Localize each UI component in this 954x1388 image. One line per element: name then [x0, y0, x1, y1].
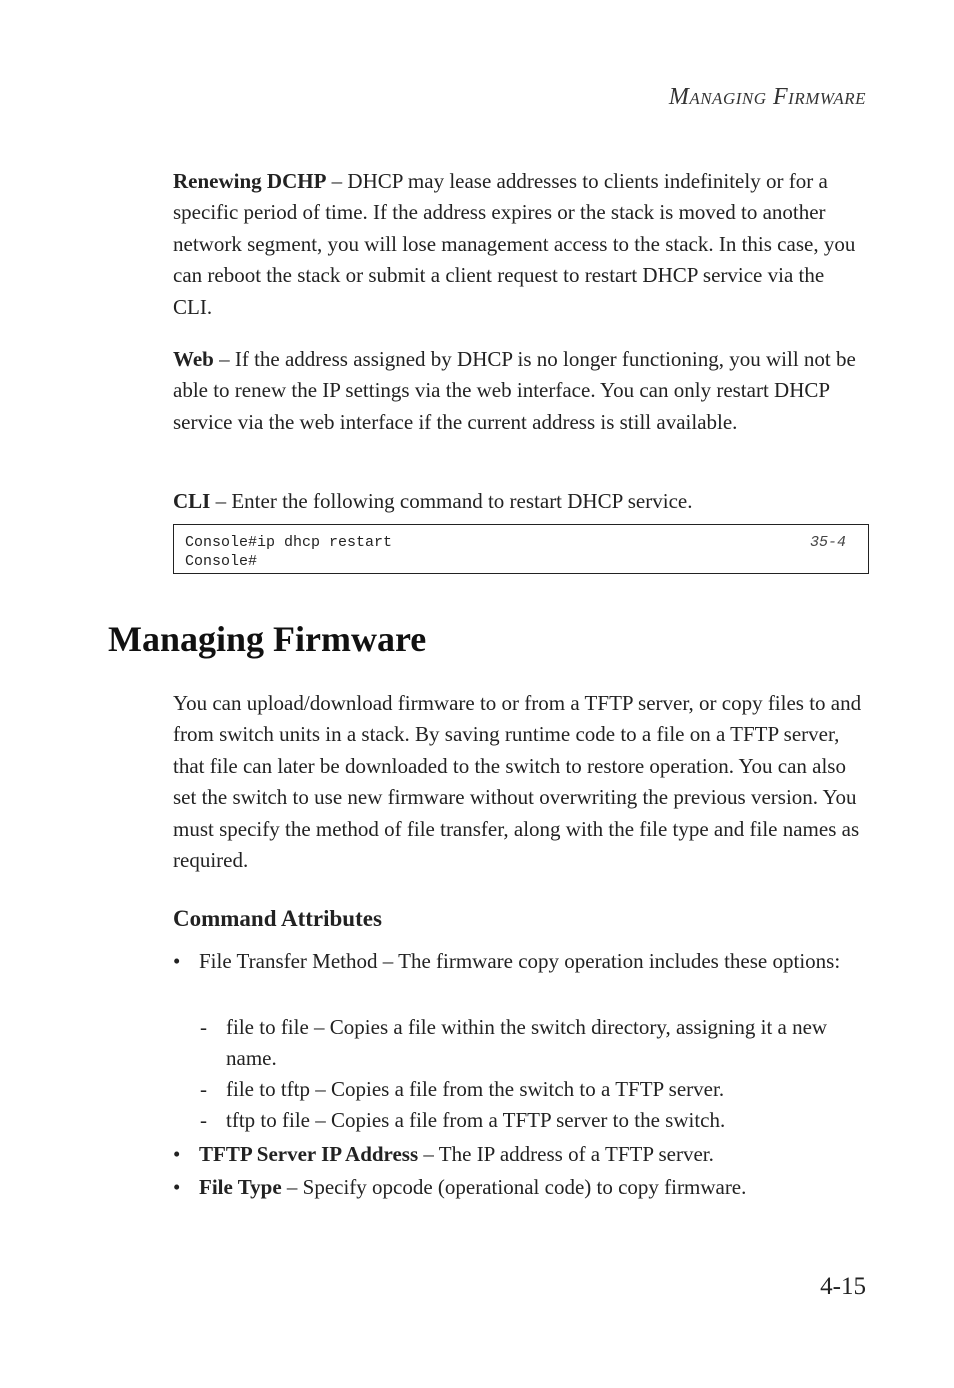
cli-term: CLI — [173, 489, 211, 513]
code-prompt: Console# — [185, 553, 258, 570]
code-command: Console#ip dhcp restart — [185, 534, 393, 551]
file-type-text: – Specify opcode (operational code) to copy firmware. — [281, 1175, 747, 1199]
code-reference: 35-4 — [809, 534, 846, 551]
cli-text: – Enter the following command to restart DHCP service. — [210, 489, 693, 513]
renewing-dhcp-term: Renewing DCHP — [173, 169, 327, 193]
file-transfer-method-text: File Transfer Method – The firmware copy operation includes these options: — [199, 949, 841, 973]
dash-icon: - — [200, 1077, 207, 1101]
renewing-dhcp-text: – DHCP may lease addresses to clients indefinitely or for a specific period of time. If the address expires or the stack is moved to another network segment, you will lose management access to the stack. In this case, you can reboot the stack or submit a client request to restart DHCP service via the CLI. — [173, 169, 856, 319]
dash-icon: - — [200, 1108, 207, 1132]
file-type-item — [199, 1172, 868, 1203]
section-intro: You can upload/download firmware to or from a TFTP server, or copy files to and from switch units in a stack. By saving runtime code to a file on a TFTP server, that file can later be downloaded to the switch to restore operation. You can also set the switch to use new firmware without overwriting the previous version. You must specify the method of file transfer, along with the file type and file names as required. — [173, 691, 862, 873]
bullet-icon: • — [173, 1175, 181, 1199]
web-paragraph — [173, 344, 868, 438]
tftp-server-term: TFTP Server IP Address — [199, 1142, 419, 1166]
bullet-icon: • — [173, 1142, 181, 1166]
code-line-1 — [185, 533, 846, 552]
tftp-to-file-text: tftp to file – Copies a file from a TFTP server to the switch. — [226, 1108, 726, 1132]
web-term: Web — [173, 347, 214, 371]
file-type-term: File Type — [199, 1175, 282, 1199]
renewing-dhcp-paragraph — [173, 166, 868, 323]
dash-icon: - — [200, 1015, 207, 1039]
code-example — [173, 524, 869, 574]
running-header: Managing Firmware — [668, 84, 866, 110]
file-to-file-text: file to file – Copies a file within the switch directory, assigning it a new name. — [226, 1015, 828, 1071]
page-number: 4-15 — [820, 1273, 866, 1300]
section-title: Managing Firmware — [108, 619, 427, 659]
web-text: – If the address assigned by DHCP is no longer functioning, you will not be able to renew the IP settings via the web interface. You can only restart DHCP service via the web interface if the current address is still available. — [173, 347, 856, 434]
code-line-2 — [185, 552, 846, 571]
file-to-tftp-text: file to tftp – Copies a file from the switch to a TFTP server. — [226, 1077, 725, 1101]
bullet-icon: • — [173, 949, 181, 973]
tftp-server-item — [199, 1139, 868, 1170]
cli-paragraph — [173, 486, 868, 517]
tftp-server-text: – The IP address of a TFTP server. — [418, 1142, 714, 1166]
command-attributes-heading: Command Attributes — [173, 906, 382, 931]
